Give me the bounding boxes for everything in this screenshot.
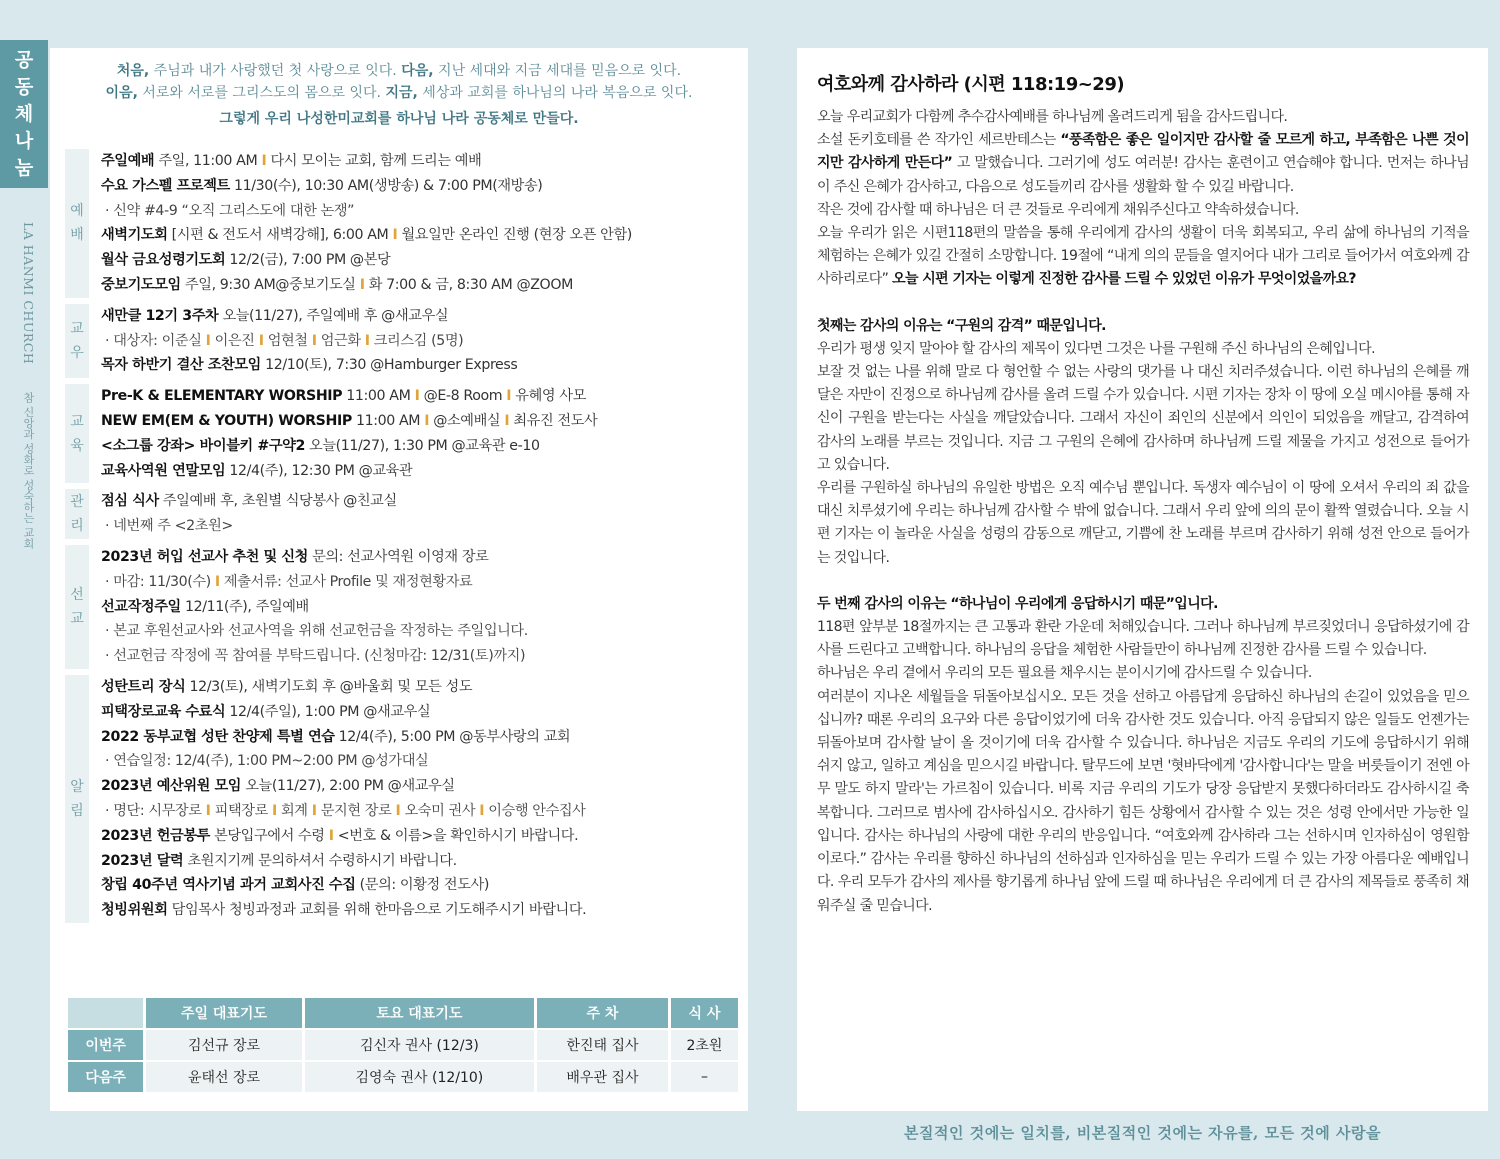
sermon-paragraph: 작은 것에 감사할 때 하나님은 더 큰 것들로 우리에게 채워주신다고 약속하셨습니다. [817,201,1299,218]
item-title: 2023년 달력 [101,852,184,869]
announcement-line [101,898,745,923]
item-text: 엄현철 [263,332,312,349]
announcement-line [101,675,745,700]
item-text: 초원지기께 문의하셔서 수령하시기 바랍니다. [183,852,457,869]
announcement-line [101,149,745,174]
label-char: 육 [70,437,84,454]
sermon-title: 여호와께 감사하라 (시편 118:19~29) [817,74,1125,95]
sermon-heading-text: 두 번째 감사의 이유는 “하나님이 우리에게 응답하시기 때문”입니다. [817,595,1218,612]
item-title: 주일예배 [101,153,155,169]
item-text: (문의: 이황정 전도사) [355,877,489,894]
tab-char: 눔 [14,156,34,179]
item-text: 12/11(주), 주일예배 [180,598,309,615]
item-text: 12/4(주), 12:30 PM @교육관 [225,462,413,479]
section-label [65,304,89,378]
item-title: 새만클 12기 3주차 [101,307,219,324]
item-title: 2022 동부교협 성탄 찬양제 특별 연습 [101,728,335,745]
item-title: 교육사역원 연말모임 [101,462,226,479]
side-vertical-text [12,222,36,642]
duty-header: 토요 대표기도 [305,998,534,1028]
motto-line-2 [50,82,748,104]
duty-header: 주 차 [537,998,668,1028]
footer-motto: 본질적인 것에는 일치를, 비본질적인 것에는 자유를, 모든 것에 사랑을 [904,1124,1381,1142]
announcement-line [101,174,745,199]
announcement-line [101,384,745,409]
item-text: 11/30(수), 10:30 AM(생방송) & 7:00 PM(재방송) [229,177,543,194]
announcement-line [101,725,745,750]
item-text: 12/2(금), 7:00 PM @본당 [225,252,391,269]
section-label [65,545,89,669]
sermon-paragraph: 보잘 것 없는 나를 위해 말로 다 형언할 수 없는 사랑의 댓가를 나 대신 치러주셨습니다. 이런 하나님의 은혜를 깨달은 자만이 진정으로 하나님께 감사를 올려 드릴 수가 있습니다. 시편 기자는 장차 이 땅에 오실 메시야를 통해 자신이 구원을 받는다는 사실을 깨달았습니다. 그래서 자신이 죄인의 신분에서 의인이 되었음을 깨달고, 감격하여 감사의 노래를 부르는 것입니다. 지금 그 구원의 은혜에 감사하며 하나님께 드릴 제물을 가지고 성전으로 들어가고 있습니다. [817,364,1469,473]
item-text: 주일예배 후, 초원별 식당봉사 @친교실 [158,493,397,510]
label-char: 알 [70,778,84,795]
table-cell: 2초원 [671,1030,738,1060]
item-title: 창립 40주년 역사기념 과거 교회사진 수집 [101,877,356,894]
section-body [89,384,745,483]
separator: I [261,153,267,169]
motto [50,48,748,130]
table-cell: 배우관 집사 [537,1062,668,1092]
announcement-line [101,459,745,484]
left-panel [50,48,748,1111]
motto-text: 세상과 교회를 하나님의 나라 복음으로 잇다. [417,85,693,101]
separator: I [395,802,401,819]
motto-line-1 [50,60,748,82]
sermon-paragraph [817,222,1469,292]
item-title: 2023년 허입 선교사 추천 및 신청 [101,548,308,565]
separator: I [311,332,317,349]
item-text: 화 7:00 & 금, 8:30 AM @ZOOM [364,276,573,293]
item-text: [시편 & 전도서 새벽강해], 6:00 AM [167,227,393,244]
section-fellowship [65,304,745,378]
tab-char: 나 [14,129,34,152]
item-text: 12/3(토), 새벽기도회 후 @바울회 및 모든 성도 [185,678,473,695]
section-notice [65,675,745,923]
section-management [65,489,745,539]
separator: I [364,332,370,349]
item-text: 제출서류: 선교사 Profile 및 재정현황자료 [219,573,473,590]
motto-keyword: 다음, [401,63,434,79]
item-text: 12/4(주일), 1:00 PM @새교우실 [225,703,431,720]
table-cell: – [671,1062,738,1092]
item-text: 이은진 [210,332,259,349]
item-text: · 마감: 11/30(수) [105,573,215,590]
section-body [89,675,745,923]
item-text: 오늘(11/27), 2:00 PM @새교우실 [241,778,455,795]
separator: I [311,802,317,819]
sermon-paragraph: 118편 앞부분 18절까지는 큰 고통과 환란 가운데 처해있습니다. 그러나 하나님께 부르짖었더니 응답하셨기에 감사를 드린다고 고백합니다. 하나님의 응답을 체험한 사람들만이 하나님께 진정한 감사를 드릴 수 있습니다. [817,619,1469,659]
announcement-line [101,489,745,514]
item-title: NEW EM(EM & YOUTH) WORSHIP [101,412,352,429]
separator: I [424,412,430,429]
announcement-line [101,353,745,378]
item-text: 다시 모이는 교회, 함께 드리는 예배 [266,153,482,169]
item-title: 성탄트리 장식 [101,678,186,695]
item-title: 새벽기도회 [101,227,168,244]
sermon-paragraph: 하나님은 우리 곁에서 우리의 모든 필요를 채우시는 분이시기에 감사드릴 수 있습니다. [817,665,1312,682]
announcement-line [101,273,745,298]
section-label [65,675,89,923]
sermon-paragraph: 우리를 구원하실 하나님의 유일한 방법은 오직 예수님 뿐입니다. 독생자 예수님이 이 땅에 오셔서 우리의 죄 값을 대신 치루셨기에 우리는 하나님께 감사할 수 밖에 없습니다. 그래서 우리 앞에 의의 문이 활짝 열렸습니다. 오늘 시편 기자는 이 놀라운 사실을 성령의 감동으로 깨닫고, 기쁨에 찬 노래를 부르며 감사하기 위해 성전 안으로 들어가는 것입니다. [817,480,1469,566]
separator: I [258,332,264,349]
separator: I [506,388,512,405]
church-name: LA HANMI CHURCH [21,222,36,365]
announcement-line [101,774,745,799]
item-title: 2023년 헌금봉투 [101,827,210,844]
item-text: 주일, 11:00 AM [154,153,262,169]
announcement-subline: · 선교헌금 작정에 꼭 참여를 부탁드립니다. (신청마감: 12/31(토)까지) [105,648,526,665]
section-label [65,384,89,483]
item-text: 오숙미 권사 [400,802,480,819]
label-char: 교 [70,413,84,430]
announcement-line [101,304,745,329]
item-text: 문지현 장로 [316,802,396,819]
sermon-body [817,106,1469,918]
announcement-subline [101,329,745,354]
announcement-line [101,434,745,459]
item-text: 오늘(11/27), 1:30 PM @교육관 e-10 [304,437,540,454]
motto-text: 주님과 내가 사랑했던 첫 사랑으로 잇다. [149,63,402,79]
section-body [89,489,745,539]
label-char: 배 [70,227,84,244]
announcement-line [101,849,745,874]
label-char: 우 [70,344,84,361]
separator: I [359,276,365,293]
item-title: 목자 하반기 결산 조찬모임 [101,357,261,374]
duty-header-blank [68,998,143,1028]
duty-header: 주일 대표기도 [146,998,302,1028]
label-char: 예 [70,203,84,220]
table-cell: 윤태선 장로 [146,1062,302,1092]
duty-header-row [68,998,738,1028]
section-body [89,545,745,669]
label-char: 리 [70,518,84,535]
separator: I [392,227,398,244]
sermon-paragraph: 여러분이 지나온 세월들을 뒤돌아보십시오. 모든 것을 선하고 아름답게 응답하신 하나님의 손길이 있었음을 믿으십니까? 때론 우리의 요구와 다른 응답이었기에 더욱 감사한 것도 있습니다. 아직 응답되지 않은 일들도 언젠가는 뒤돌아보며 감사할 날이 올 것이기에 더욱 감사할 수 있습니다. 하나님은 지금도 우리의 기도에 응답하시기 위해 쉬지 않고, 일하고 계심을 믿으시길 바랍니다. 탈무드에 보면 '혓바닥에게 '감사합니다'는 말을 버릇들이기 전엔 아무 말도 하지 말라'는 가르침이 있습니다. 비록 지금 우리의 기도가 당장 응답받지 못했다하더라도 감사하시길 축복합니다. 그러므로 범사에 감사하십시오. 감사하기 힘든 상황에서 감사할 수 있는 것은 성령 안에서만 가능한 일입니다. 감사는 하나님의 사랑에 대한 우리의 반응입니다. “여호와께 감사하라 그는 선하시며 인자하심이 영원함이로다.” 감사는 우리를 향하신 하나님의 선하심과 인자하심을 믿는 우리가 드릴 수 있는 가장 아름다운 예배입니다. 우리 모두가 감사의 제사를 향기롭게 하나님 앞에 드릴 때 하나님은 우리에게 더 큰 감사의 제목들로 풍족히 채워주실 줄 믿습니다. [817,688,1469,914]
item-title: 2023년 예산위원 모임 [101,778,242,795]
label-char: 선 [70,586,84,603]
sermon-paragraph: 오늘 우리교회가 다함께 추수감사예배를 하나님께 올려드리게 됨을 감사드립니다. [817,109,1288,125]
row-label: 다음주 [68,1062,143,1092]
motto-keyword: 처음, [116,63,150,79]
item-text: 담임목사 청빙과정과 교회를 위해 한마음으로 기도해주시기 바랍니다. [167,902,587,919]
item-text: 11:00 AM [342,388,415,405]
sermon-emphasis: 오늘 시편 기자는 이렇게 진정한 감사를 드릴 수 있었던 이유가 무엇이었을까요? [892,271,1356,288]
item-text: · 대상자: 이준실 [105,332,206,349]
paragraph-gap [817,570,1469,593]
item-title: 청빙위원회 [101,902,168,919]
item-text: <번호 & 이름>을 확인하시기 바랍니다. [333,827,579,844]
motto-keyword: 지금, [385,85,418,101]
item-title: 수요 가스펠 프로젝트 [101,177,230,194]
item-text: 12/4(주), 5:00 PM @동부사랑의 교회 [334,728,571,745]
separator: I [214,573,220,590]
item-text: 엄근화 [316,332,365,349]
sermon-text: 소설 돈키호테를 쓴 작가인 세르반테스는 [817,132,1061,149]
separator: I [504,412,510,429]
announcement-line [101,223,745,248]
item-text: 11:00 AM [351,412,425,429]
section-education [65,384,745,483]
label-char: 교 [70,610,84,627]
announcement-line [101,824,745,849]
sermon-emphasis: “풍족함은 좋은 일이지만 감사할 줄 모르게 하고, 부족함은 나쁜 것이지만 감사하게 만든다” [817,132,1469,172]
table-row [68,1030,738,1060]
item-text: 12/10(토), 7:30 @Hamburger Express [260,357,518,374]
announcement-subline [101,799,745,824]
item-title: 중보기도모임 [101,276,181,293]
sermon-text: 고 말했습니다. 그러기에 성도 여러분! 감사는 훈련이고 연습해야 합니다. 먼저는 하나님이 주신 은혜가 감사하고, 다음으로 성도들끼리 감사를 생활화 할 수 있길 바랍니다. [817,155,1470,195]
item-text: 오늘(11/27), 주일예배 후 @새교우실 [218,307,449,324]
right-panel [797,48,1488,1111]
item-text: 유혜영 사모 [511,388,586,405]
side-tab [0,40,48,188]
motto-text: 서로와 서로를 그리스도의 몸으로 잇다. [137,85,386,101]
paragraph-gap [817,292,1469,315]
item-text: 최유진 전도사 [509,412,598,429]
item-text: 크리스김 (5명) [369,332,464,349]
item-title: <소그룹 강좌> 바이블키 #구약2 [101,437,305,454]
announcement-line [101,595,745,620]
announcement-subline: · 신약 #4-9 “오직 그리스도에 대한 논쟁” [105,202,355,219]
sermon-paragraph [817,129,1469,199]
table-cell: 한진태 집사 [537,1030,668,1060]
tab-char: 체 [14,102,34,125]
item-text: 피택장로 [210,802,272,819]
section-mission [65,545,745,669]
item-title: 점심 식사 [101,493,159,510]
motto-keyword: 이음, [105,85,138,101]
announcement-line [101,873,745,898]
separator: I [479,802,485,819]
separator: I [205,332,211,349]
sermon-heading [817,315,1469,338]
item-title: 선교작정주일 [101,598,181,615]
row-label: 이번주 [68,1030,143,1060]
item-title: Pre-K & ELEMENTARY WORSHIP [101,388,343,405]
duty-header: 식 사 [671,998,738,1028]
announcement-line [101,700,745,725]
announcement-line [101,409,745,434]
item-text: · 명단: 시무장로 [105,802,206,819]
announcement-sections [65,149,745,929]
item-text: 본당입구에서 수령 [209,827,329,844]
sermon-heading [817,593,1469,616]
table-cell: 김선규 장로 [146,1030,302,1060]
announcement-subline: · 본교 후원선교사와 선교사역을 위해 선교헌금을 작정하는 주일입니다. [105,623,528,640]
announcement-subline [101,570,745,595]
duty-table [65,996,741,1094]
item-text: @E-8 Room [419,388,507,405]
sermon-paragraph: 우리가 평생 잊지 말아야 할 감사의 제목이 있다면 그것은 나를 구원해 주신 하나님의 은혜입니다. [817,340,1375,357]
label-char: 교 [70,320,84,337]
announcement-subline: · 연습일정: 12/4(주), 1:00 PM~2:00 PM @성가대실 [105,753,429,770]
announcement-line [101,545,745,570]
item-title: 월삭 금요성령기도회 [101,252,226,269]
item-text: 월요일만 온라인 진행 (현장 오픈 안함) [397,227,632,244]
item-text: 회계 [276,802,312,819]
section-body [89,149,745,298]
church-slogan: 참 신앙과 성화로 성숙하는 교회 [22,392,35,550]
item-text: 문의: 선교사역원 이영재 장로 [307,548,489,565]
table-cell: 김영숙 권사 (12/10) [305,1062,534,1092]
motto-text: 지난 세대와 지금 세대를 믿음으로 잇다. [433,63,682,79]
sermon-heading-text: 첫째는 감사의 이유는 “구원의 감격” 때문입니다. [817,317,1106,334]
item-text: @소예배실 [429,412,505,429]
announcement-subline: · 네번째 주 <2초원> [105,518,233,535]
section-label [65,489,89,539]
tab-char: 동 [14,75,34,98]
separator: I [272,802,277,819]
item-text: 주일, 9:30 AM@중보기도실 [180,276,360,293]
section-body [89,304,745,378]
label-char: 관 [70,494,84,511]
sermon-text: 오늘 우리가 읽은 시편118편의 말씀을 통해 우리에게 감사의 생활이 더욱 회복되고, 우리 삶에 하나님의 기적을 체험하는 은혜가 있길 간절히 소망합니다. 19절에 “내게 의의 문들을 열지어다 내가 그리로 들어가서 여호와께 감사하리로다” [817,225,1469,288]
tab-char: 공 [14,48,34,71]
separator: I [205,802,211,819]
separator: I [414,388,420,405]
motto-line-3: 그렇게 우리 나성한미교회를 하나님 나라 공동체로 만들다. [219,111,579,127]
section-label [65,149,89,298]
table-row [68,1062,738,1092]
label-char: 림 [70,802,84,819]
section-worship [65,149,745,298]
separator: I [328,827,334,844]
table-cell: 김신자 권사 (12/3) [305,1030,534,1060]
item-title: 피택장로교육 수료식 [101,703,226,720]
item-text: 이승행 안수집사 [484,802,586,819]
announcement-line [101,248,745,273]
